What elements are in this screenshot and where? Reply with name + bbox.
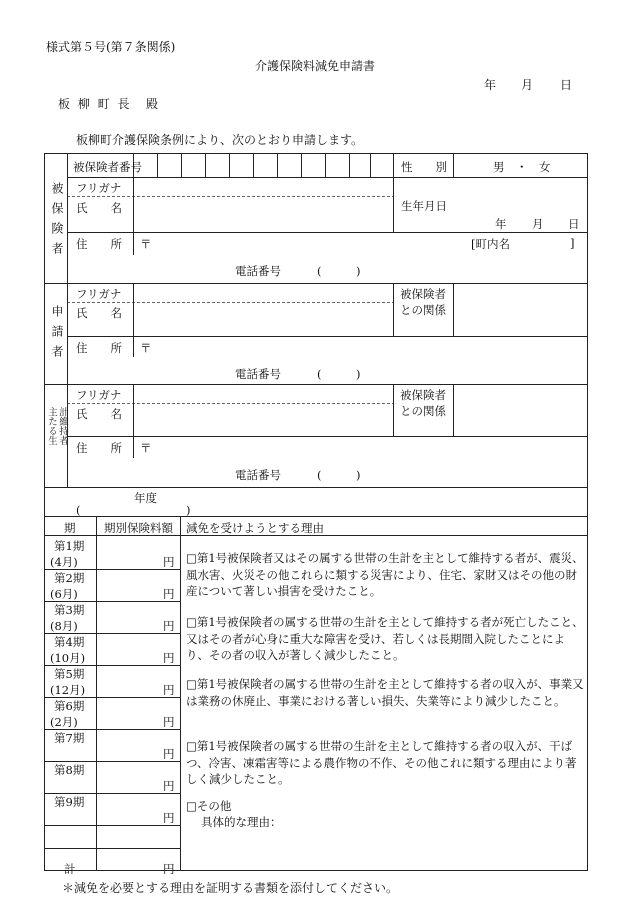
householder-name-label: 氏 名 [76, 407, 122, 421]
reason-disaster[interactable]: □第1号被保険者又はその属する世帯の生計を主として維持する者が、震災、風水害、火災その他これらに類する災害により、住宅、家財又はその他の財産について著しい損害を受けたこと。 [186, 551, 584, 598]
period-amount-yen: 円 [163, 587, 175, 601]
total-label: 計 [64, 862, 76, 876]
gender-value[interactable]: 男 ・ 女 [493, 160, 551, 174]
period-name: 第5期 [54, 667, 85, 681]
section-label-applicant: 申請者 [50, 305, 64, 365]
insured-number-label: 被保険者番号 [73, 160, 142, 174]
applicant-phone-paren: ( ) [317, 367, 361, 381]
reason-crop-failure[interactable]: □第1号被保険者の属する世帯の生計を主として維持する者の収入が、干ばつ、冷害、凍霜害等による農作物の不作、その他これに類する理由により著しく減少したこと。 [186, 739, 577, 786]
period-name: 第9期 [54, 795, 85, 809]
date-day-label: 日 [560, 78, 573, 92]
honorific: 殿 [146, 97, 159, 111]
birth-day-label: 日 [568, 217, 580, 231]
col-period-header: 期 [64, 521, 76, 535]
period-amount-yen: 円 [163, 651, 175, 665]
applicant-name-label: 氏 名 [76, 306, 122, 320]
form-number: 様式第５号(第７条関係) [46, 40, 176, 54]
period-amount-yen: 円 [163, 715, 175, 729]
applicant-furigana-label: フリガナ [76, 287, 122, 301]
period-amount-yen: 円 [163, 619, 175, 633]
period-name: 第8期 [54, 763, 85, 777]
period-month: (10月) [50, 651, 86, 665]
insured-furigana-label: フリガナ [76, 181, 122, 195]
insured-name-label: 氏 名 [76, 201, 122, 215]
applicant-address-label: 住 所 [76, 341, 122, 355]
householder-relation-label-2: との関係 [400, 404, 446, 418]
col-reason-header: 減免を受けようとする理由 [186, 521, 324, 535]
insured-phone-paren: ( ) [317, 264, 361, 278]
section-label-householder-col2: 主たる生 [46, 407, 57, 445]
applicant-postal-mark: 〒 [140, 341, 152, 355]
birth-month-label: 月 [532, 217, 544, 231]
fiscal-year-open: ( [76, 503, 81, 517]
period-month: (8月) [50, 619, 78, 633]
period-name: 第6期 [54, 699, 85, 713]
period-amount-yen: 円 [163, 811, 175, 825]
form-title: 介護保険料減免申請書 [254, 59, 375, 73]
fiscal-year-close: ) [186, 503, 191, 517]
period-amount-yen: 円 [163, 555, 175, 569]
applicant-relation-label-1: 被保険者 [400, 287, 446, 301]
period-month: (12月) [50, 683, 86, 697]
applicant-relation-label-2: との関係 [400, 303, 446, 317]
insured-phone-label: 電話番号 [235, 264, 281, 278]
insured-address-label: 住 所 [76, 237, 122, 251]
town-name-label: [町内名 [471, 237, 510, 251]
householder-relation-label-1: 被保険者 [400, 388, 446, 402]
fiscal-year-label: 年度 [134, 491, 157, 505]
householder-furigana-label: フリガナ [76, 388, 122, 402]
town-name-close: ] [570, 236, 575, 250]
period-month: (6月) [50, 587, 78, 601]
reason-death-illness[interactable]: □第1号被保険者の属する世帯の生計を主として維持する者が死亡したこと、又はその者が心身に重大な障害を受け、若しくは長期間入院したことにより、その者の収入が著しく減少したこと。 [186, 615, 584, 662]
section-label-insured: 被保険者 [50, 182, 64, 262]
total-yen: 円 [163, 862, 175, 876]
other-detail-label: 具体的な理由： [201, 815, 282, 829]
period-amount-yen: 円 [163, 747, 175, 761]
period-name: 第2期 [54, 571, 85, 585]
period-month: (4月) [50, 555, 78, 569]
period-name: 第7期 [54, 731, 85, 745]
section-label-householder-col1: 計維持者 [57, 407, 68, 445]
birth-year-label: 年 [495, 217, 507, 231]
period-amount-yen: 円 [163, 683, 175, 697]
householder-postal-mark: 〒 [140, 441, 152, 455]
householder-phone-paren: ( ) [317, 468, 361, 482]
date-year-label: 年 [484, 78, 497, 92]
birthdate-label: 生年月日 [401, 199, 447, 213]
applicant-phone-label: 電話番号 [235, 367, 281, 381]
period-month: (2月) [50, 715, 78, 729]
reason-other[interactable]: □その他 [186, 799, 232, 813]
gender-label: 性 別 [401, 160, 447, 174]
period-name: 第4期 [54, 635, 85, 649]
period-name: 第3期 [54, 603, 85, 617]
householder-phone-label: 電話番号 [235, 468, 281, 482]
date-month-label: 月 [521, 78, 534, 92]
col-amount-header: 期別保険料額 [104, 521, 173, 535]
reason-business-loss[interactable]: □第1号被保険者の属する世帯の生計を主として維持する者の収入が、事業又は業務の休廃止、事業における著しい損失、失業等により減少したこと。 [186, 677, 584, 708]
householder-address-label: 住 所 [76, 441, 122, 455]
period-amount-yen: 円 [163, 779, 175, 793]
intro-text: 板柳町介護保険条例により、次のとおり申請します。 [76, 133, 364, 147]
addressee: 板 柳 町 長 [58, 97, 132, 111]
period-name: 第1期 [54, 539, 85, 553]
footnote: ＊減免を必要とする理由を証明する書類を添付してください。 [62, 881, 399, 895]
insured-postal-mark: 〒 [140, 237, 152, 251]
